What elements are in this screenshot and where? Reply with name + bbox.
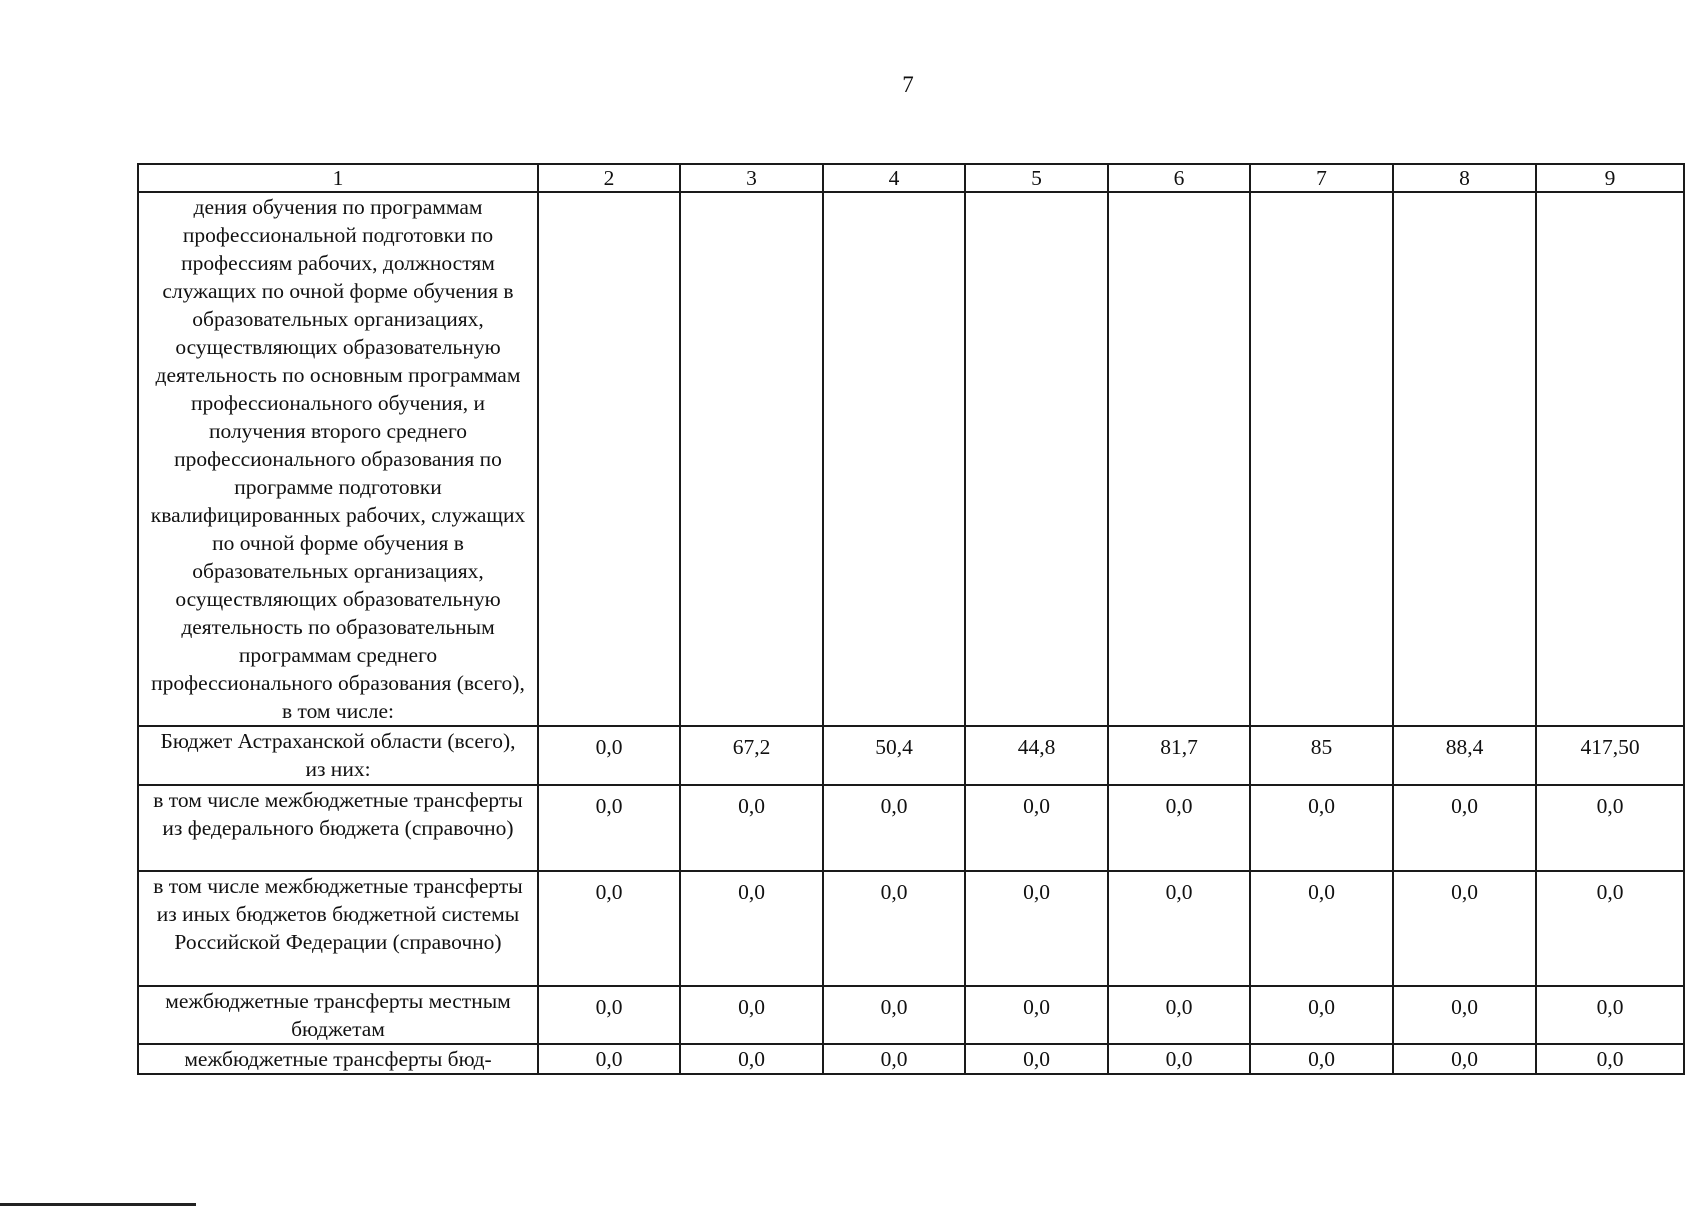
table-row — [138, 726, 1684, 785]
column-header: 1 — [138, 164, 538, 192]
table-cell: 0,0 — [823, 986, 965, 1044]
row-description: в том числе межбюджетные трансферты из иных бюджетов бюджетной системы Российской Федерации (справочно) — [138, 871, 538, 986]
page-number: 7 — [902, 72, 914, 97]
table-cell: 0,0 — [1393, 986, 1536, 1044]
table-cell — [538, 192, 680, 726]
table-cell: 0,0 — [680, 785, 823, 871]
table-cell: 0,0 — [1250, 871, 1393, 986]
table-cell: 0,0 — [1108, 986, 1250, 1044]
column-header: 2 — [538, 164, 680, 192]
table-cell: 0,0 — [680, 1044, 823, 1074]
table-cell: 50,4 — [823, 726, 965, 785]
table-row — [138, 871, 1684, 986]
table-cell — [1250, 192, 1393, 726]
header-row — [138, 164, 1684, 192]
table-cell: 0,0 — [965, 871, 1108, 986]
row-description: межбюджетные трансферты бюд- — [138, 1044, 538, 1074]
table-cell: 81,7 — [1108, 726, 1250, 785]
table-cell: 0,0 — [1536, 986, 1684, 1044]
table-cell: 0,0 — [1536, 1044, 1684, 1074]
table-cell: 0,0 — [1393, 785, 1536, 871]
column-header: 5 — [965, 164, 1108, 192]
row-description: межбюджетные трансферты местным бюджетам — [138, 986, 538, 1044]
table-cell: 85 — [1250, 726, 1393, 785]
table-cell — [1393, 192, 1536, 726]
table-row — [138, 1044, 1684, 1074]
table-cell — [1536, 192, 1684, 726]
table-cell: 417,50 — [1536, 726, 1684, 785]
budget-table — [137, 163, 1685, 1075]
row-description: дения обучения по программам профессиональной подготовки по профессиям рабочих, должностям служащих по очной форме обучения в образовательных организациях, осуществляющих образовательную деятельность по основным программам профессионального обучения, и получения второго среднего профессионального образования по программе подготовки квалифицированных рабочих, служащих по очной форме обучения в образовательных организациях, осуществляющих образовательную деятельность по образовательным программам среднего профессионального образования (всего), в том числе: — [138, 192, 538, 726]
table-row — [138, 192, 1684, 726]
table-cell: 67,2 — [680, 726, 823, 785]
table-cell: 0,0 — [823, 871, 965, 986]
column-header: 3 — [680, 164, 823, 192]
table-cell: 0,0 — [823, 1044, 965, 1074]
row-description: в том числе межбюджетные трансферты из федерального бюджета (справочно) — [138, 785, 538, 871]
table-cell: 0,0 — [538, 726, 680, 785]
table-cell: 0,0 — [1536, 871, 1684, 986]
column-header: 8 — [1393, 164, 1536, 192]
table-cell: 0,0 — [680, 986, 823, 1044]
table-cell — [1108, 192, 1250, 726]
table-cell: 88,4 — [1393, 726, 1536, 785]
table-row — [138, 986, 1684, 1044]
table-cell: 0,0 — [1536, 785, 1684, 871]
table-cell: 0,0 — [965, 1044, 1108, 1074]
table-cell: 0,0 — [1108, 871, 1250, 986]
table-cell — [680, 192, 823, 726]
table-cell: 0,0 — [538, 871, 680, 986]
table-cell: 0,0 — [538, 785, 680, 871]
table-cell: 0,0 — [680, 871, 823, 986]
table-cell — [823, 192, 965, 726]
table-cell: 0,0 — [538, 986, 680, 1044]
table-cell: 0,0 — [1108, 785, 1250, 871]
table-cell — [965, 192, 1108, 726]
table-cell: 0,0 — [1250, 986, 1393, 1044]
table-cell: 0,0 — [1393, 1044, 1536, 1074]
table-cell: 0,0 — [1250, 785, 1393, 871]
table-cell: 0,0 — [538, 1044, 680, 1074]
row-description: Бюджет Астраханской области (всего), из них: — [138, 726, 538, 785]
column-header: 6 — [1108, 164, 1250, 192]
column-header: 9 — [1536, 164, 1684, 192]
table-cell: 0,0 — [1250, 1044, 1393, 1074]
column-header: 7 — [1250, 164, 1393, 192]
table-cell: 44,8 — [965, 726, 1108, 785]
table-cell: 0,0 — [823, 785, 965, 871]
table-cell: 0,0 — [965, 986, 1108, 1044]
table-cell: 0,0 — [1393, 871, 1536, 986]
table-row — [138, 785, 1684, 871]
column-header: 4 — [823, 164, 965, 192]
table-cell: 0,0 — [965, 785, 1108, 871]
table-cell: 0,0 — [1108, 1044, 1250, 1074]
